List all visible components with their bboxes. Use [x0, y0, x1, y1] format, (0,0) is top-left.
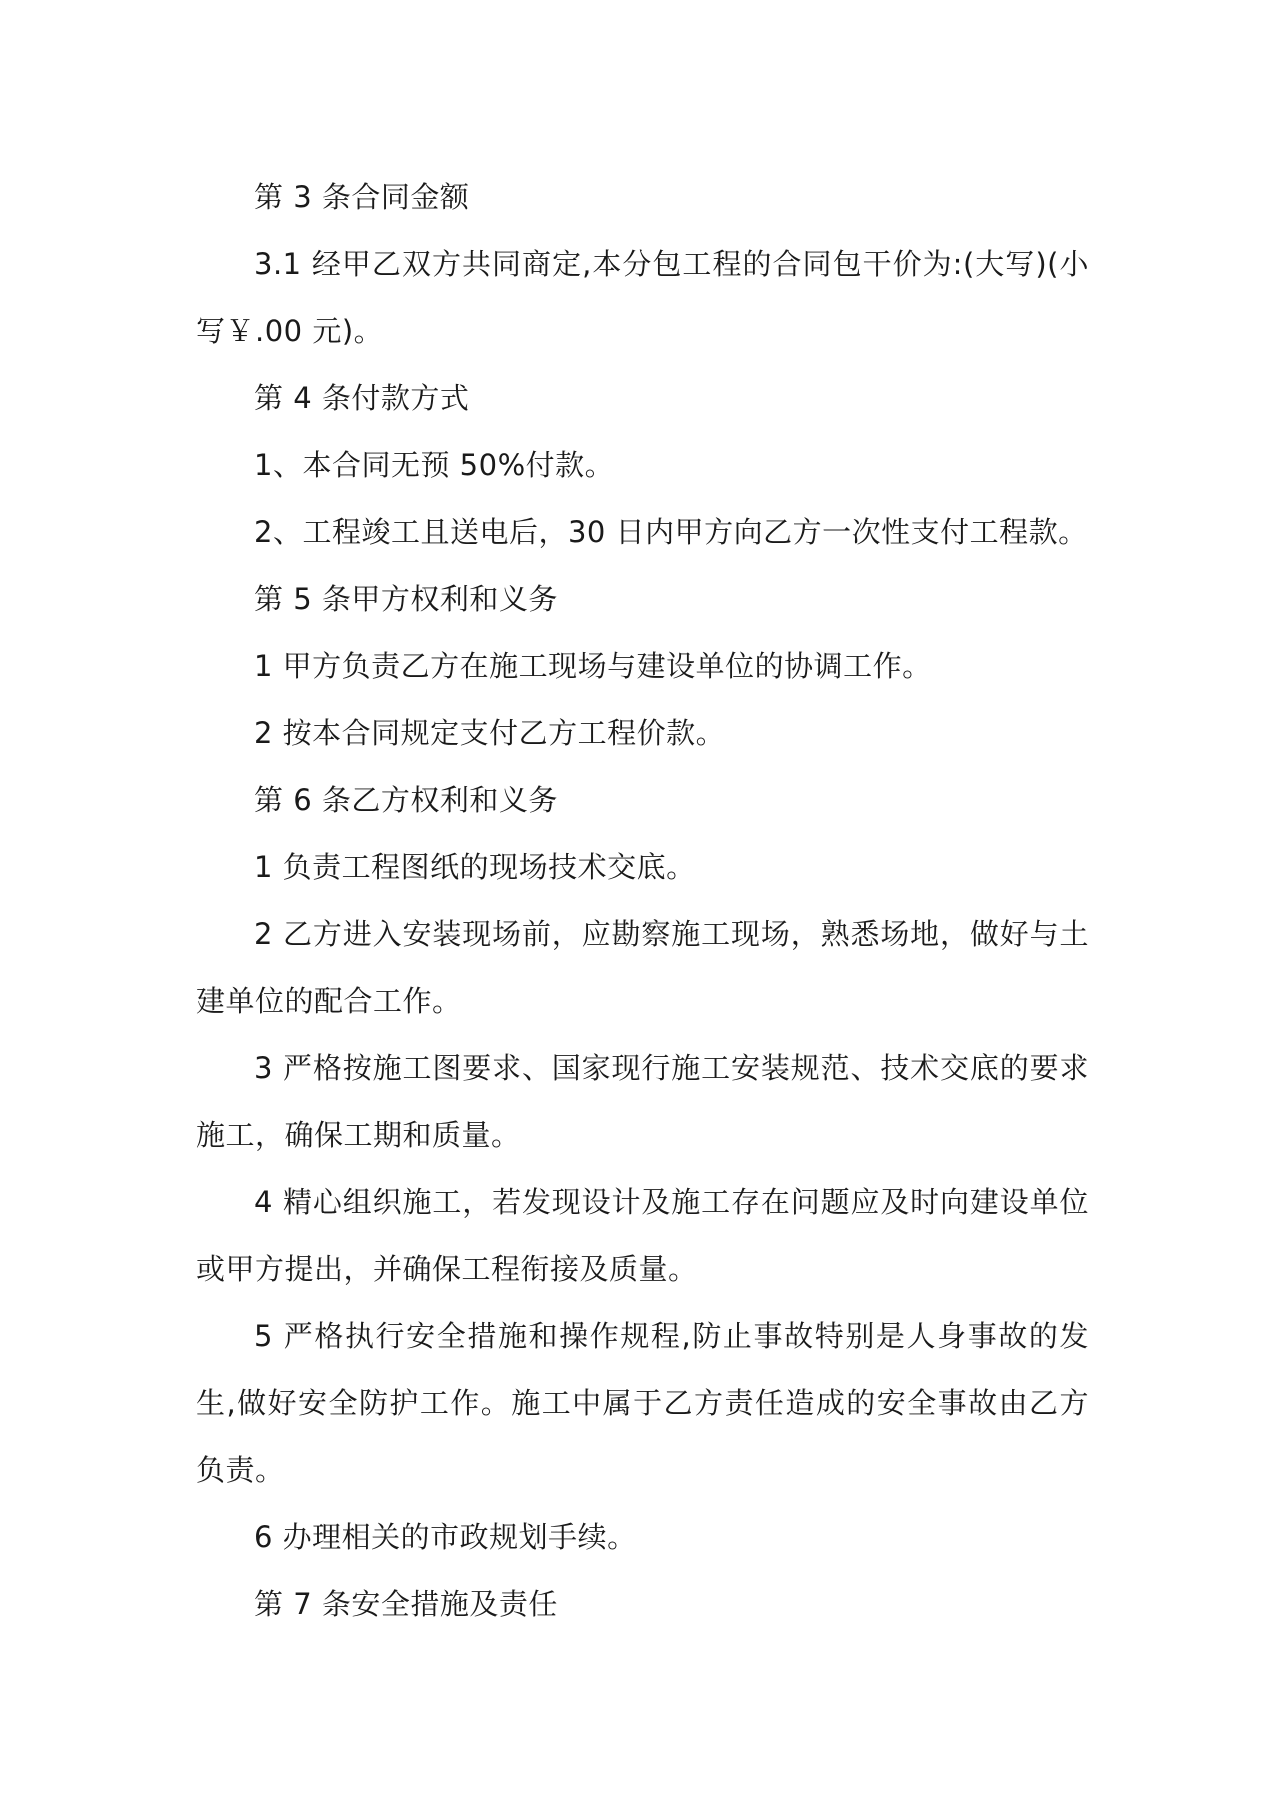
article-4-clause-2: 2、工程竣工且送电后，30 日内甲方向乙方一次性支付工程款。 — [254, 515, 1088, 549]
article-4-clause-1: 1、本合同无预 50%付款。 — [254, 448, 615, 482]
article-6-clause-3: 3 严格按施工图要求、国家现行施工安装规范、技术交底的要求施工，确保工期和质量。 — [196, 1051, 1089, 1152]
article-6-clause-1: 1 负责工程图纸的现场技术交底。 — [254, 850, 696, 884]
article-7-heading: 第 7 条安全措施及责任 — [254, 1587, 558, 1621]
document-body — [196, 164, 1089, 1638]
article-6-clause-5: 5 严格执行安全措施和操作规程,防止事故特别是人身事故的发生,做好安全防护工作。施工中属于乙方责任造成的安全事故由乙方负责。 — [196, 1319, 1089, 1487]
article-6-clause-2: 2 乙方进入安装现场前，应勘察施工现场，熟悉场地，做好与土建单位的配合工作。 — [196, 917, 1089, 1018]
article-4-heading: 第 4 条付款方式 — [254, 381, 470, 415]
article-5-clause-1: 1 甲方负责乙方在施工现场与建设单位的协调工作。 — [254, 649, 932, 683]
article-5-clause-2: 2 按本合同规定支付乙方工程价款。 — [254, 716, 726, 750]
article-6-clause-6: 6 办理相关的市政规划手续。 — [254, 1520, 637, 1554]
article-6-heading: 第 6 条乙方权利和义务 — [254, 783, 558, 817]
article-3-heading: 第 3 条合同金额 — [254, 180, 470, 214]
article-5-heading: 第 5 条甲方权利和义务 — [254, 582, 558, 616]
article-3-clause-1: 3.1 经甲乙双方共同商定,本分包工程的合同包干价为:(大写)(小写￥.00 元)。 — [196, 247, 1089, 348]
article-6-clause-4: 4 精心组织施工，若发现设计及施工存在问题应及时向建设单位或甲方提出，并确保工程衔接及质量。 — [196, 1185, 1089, 1286]
